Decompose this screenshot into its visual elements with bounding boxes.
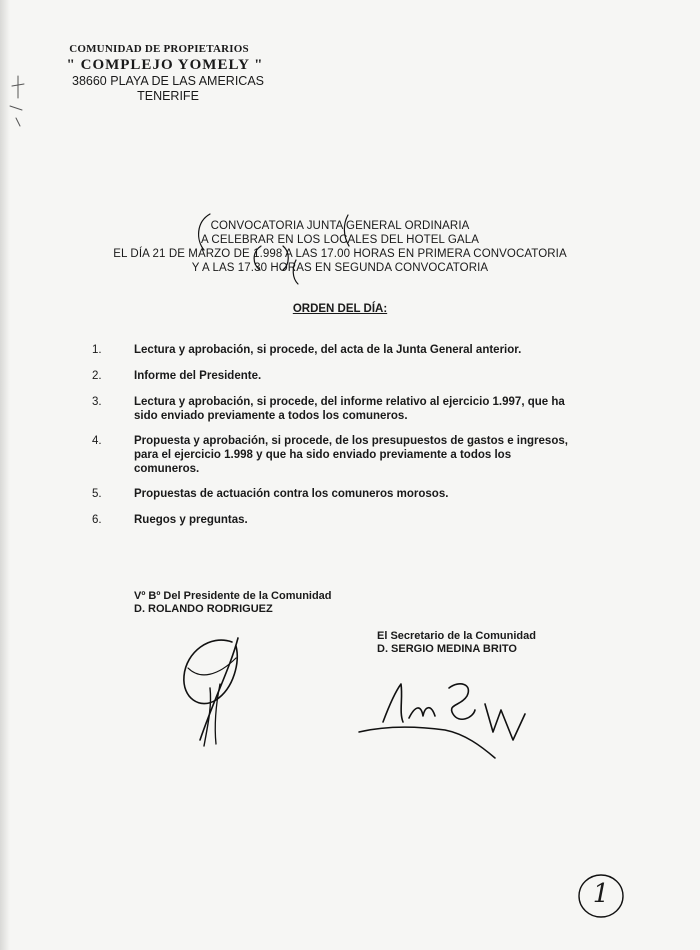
agenda-item-number: 6. [92,514,102,526]
agenda-item-text: Propuestas de actuación contra los comuneros morosos. [134,488,449,500]
secretary-signature [355,670,555,765]
agenda-item [92,395,574,423]
agenda-item [92,487,574,501]
scan-smudge-mark [4,68,40,128]
secretary-signature-block [377,630,536,656]
agenda-item [92,513,574,527]
agenda-item-text: Lectura y aprobación, si procede, del informe relativo al ejercicio 1.997, que ha sido enviado previamente a todos los comuneros. [134,396,565,422]
agenda-item-text: Informe del Presidente. [134,370,262,382]
agenda-item [92,369,574,383]
president-name: D. ROLANDO RODRIGUEZ [134,603,273,615]
letterhead-line-4: TENERIFE [137,89,199,103]
secretary-title: El Secretario de la Comunidad [377,630,536,642]
secretary-name: D. SERGIO MEDINA BRITO [377,643,517,655]
letterhead-line-3: 38660 PLAYA DE LAS AMERICAS [72,74,264,88]
letterhead-line-1: COMUNIDAD DE PROPIETARIOS [69,43,249,55]
agenda-item [92,434,574,476]
heading-line-1: CONVOCATORIA JUNTA GENERAL ORDINARIA [210,220,470,232]
page-number: 1 [592,879,610,909]
agenda-item-number: 2. [92,370,102,382]
agenda-item-number: 5. [92,488,102,500]
agenda-item-number: 1. [92,344,102,356]
agenda-item-text: Ruegos y preguntas. [134,514,248,526]
agenda-item [92,343,574,357]
heading-line-3: EL DÍA 21 DE MARZO DE 1.998 A LAS 17.00 HORAS EN PRIMERA CONVOCATORIA [113,248,567,260]
heading-line-2: A CELEBRAR EN LOS LOCALES DEL HOTEL GALA [201,234,479,246]
agenda-item-text: Propuesta y aprobación, si procede, de los presupuestos de gastos e ingresos, para el ejercicio 1.998 y que ha sido enviado previamente a todos los comuneros. [134,435,568,475]
president-signature [160,628,270,753]
president-signature-block [134,590,332,616]
president-title: Vº Bº Del Presidente de la Comunidad [134,590,332,602]
agenda-item-number: 4. [92,435,102,447]
scan-edge [0,0,10,950]
circled-page-number [575,870,627,922]
handwritten-pen-marks [0,200,700,290]
agenda-item-number: 3. [92,396,102,408]
heading-line-4: Y A LAS 17.30 HORAS EN SEGUNDA CONVOCATORIA [191,262,489,274]
agenda-item-text: Lectura y aprobación, si procede, del acta de la Junta General anterior. [134,344,522,356]
letterhead [44,42,274,104]
letterhead-line-2: " COMPLEJO YOMELY " [66,57,264,73]
orden-del-dia-title: ORDEN DEL DÍA: [292,303,388,315]
